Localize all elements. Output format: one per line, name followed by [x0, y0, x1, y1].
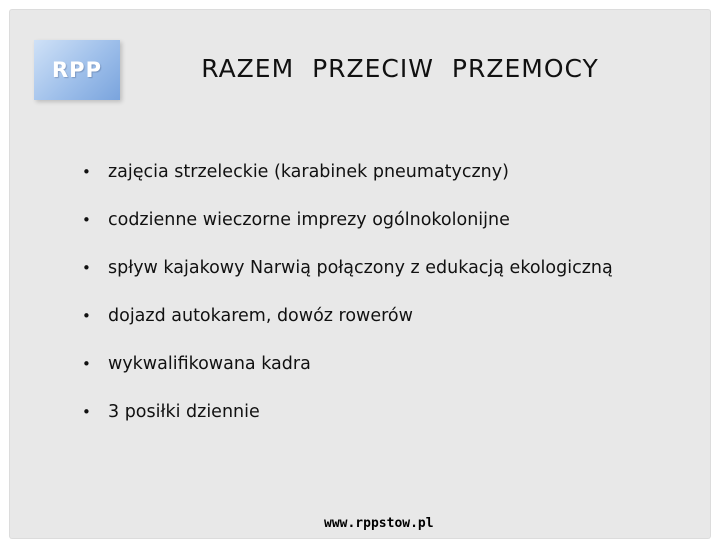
list-item [82, 352, 613, 400]
bullet-icon: • [82, 163, 91, 181]
bullet-list [82, 160, 613, 448]
bullet-icon: • [82, 403, 91, 421]
bullet-icon: • [82, 259, 91, 277]
footer-url: www.rppstow.pl [324, 516, 434, 531]
bullet-icon: • [82, 211, 91, 229]
slide-title: RAZEM PRZECIW PRZEMOCY [201, 54, 599, 83]
bullet-text: codzienne wieczorne imprezy ogólnokolonijne [108, 210, 510, 230]
list-item [82, 256, 613, 304]
bullet-text: zajęcia strzeleckie (karabinek pneumatyczny) [108, 162, 509, 182]
list-item [82, 304, 613, 352]
list-item [82, 208, 613, 256]
list-item [82, 160, 613, 208]
bullet-text: dojazd autokarem, dowóz rowerów [108, 306, 413, 326]
list-item [82, 400, 613, 448]
bullet-text: spływ kajakowy Narwią połączony z edukacją ekologiczną [108, 258, 613, 278]
bullet-text: 3 posiłki dziennie [108, 402, 260, 422]
slide [10, 10, 710, 538]
rpp-logo [34, 40, 120, 100]
bullet-text: wykwalifikowana kadra [108, 354, 311, 374]
bullet-icon: • [82, 355, 91, 373]
logo-text: RPP [52, 58, 102, 82]
bullet-icon: • [82, 307, 91, 325]
